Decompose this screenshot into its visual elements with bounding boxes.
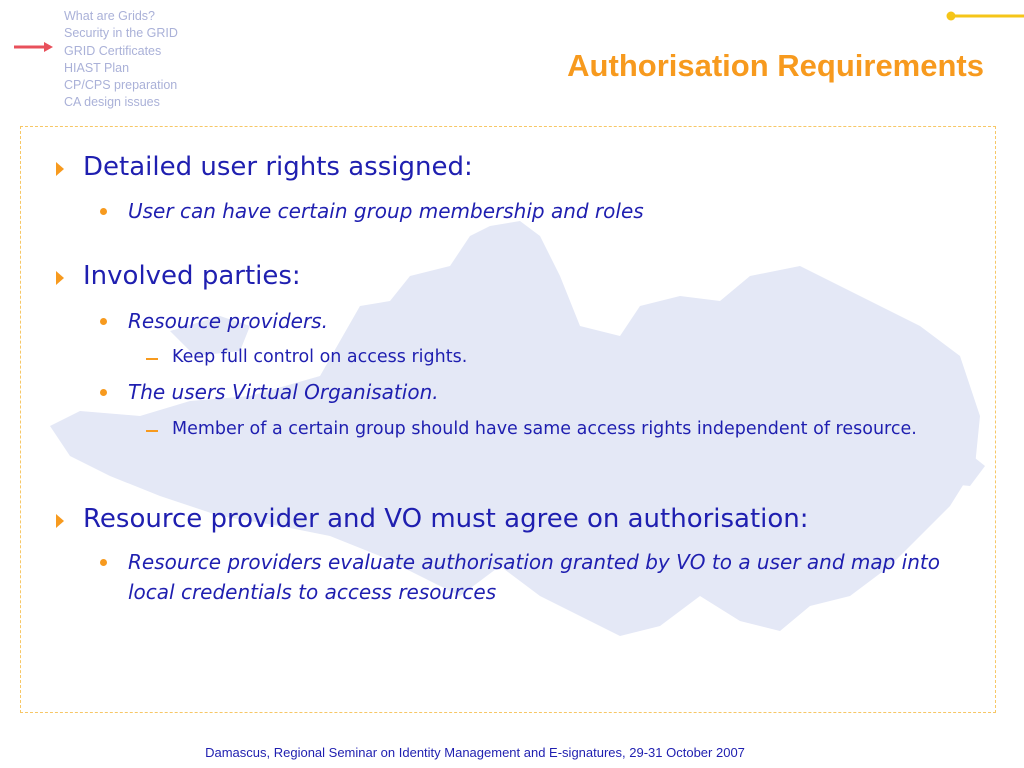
bullet-point: Resource providers evaluate authorisation granted by VO to a user and map into local credentials to access resources [128, 550, 940, 604]
section-heading: Detailed user rights assigned: [83, 152, 473, 182]
section-heading: Involved parties: [83, 261, 301, 291]
bullet-point: The users Virtual Organisation. [128, 380, 439, 404]
nav-item-grid-certificates[interactable]: GRID Certificates [64, 43, 162, 58]
triangle-right-icon [56, 271, 64, 285]
bullet-point: Resource providers. [128, 309, 328, 333]
sub-point: Member of a certain group should have same access rights independent of resource. [172, 419, 917, 439]
dash-icon [146, 358, 158, 360]
sub-point: Keep full control on access rights. [172, 347, 468, 367]
nav-item-cp-cps-preparation[interactable]: CP/CPS preparation [64, 78, 178, 93]
nav-item-security-in-the-grid[interactable]: Security in the GRID [64, 26, 178, 41]
dash-icon [146, 430, 158, 432]
nav-item-ca-design-issues[interactable]: CA design issues [64, 95, 160, 110]
dot-icon [100, 318, 107, 325]
section-heading: Resource provider and VO must agree on authorisation: [83, 504, 809, 534]
bullet-point: User can have certain group membership and roles [128, 199, 644, 223]
dot-icon [100, 208, 107, 215]
slide-title: Authorisation Requirements [567, 48, 984, 83]
nav-item-hiast-plan[interactable]: HIAST Plan [64, 60, 130, 75]
slide-footer: Damascus, Regional Seminar on Identity Management and E-signatures, 29-31 October 2007 [205, 745, 745, 760]
triangle-right-icon [56, 514, 64, 528]
nav-item-what-are-grids[interactable]: What are Grids? [64, 9, 156, 23]
triangle-right-icon [56, 162, 64, 176]
dot-icon [100, 559, 107, 566]
dot-icon [100, 389, 107, 396]
